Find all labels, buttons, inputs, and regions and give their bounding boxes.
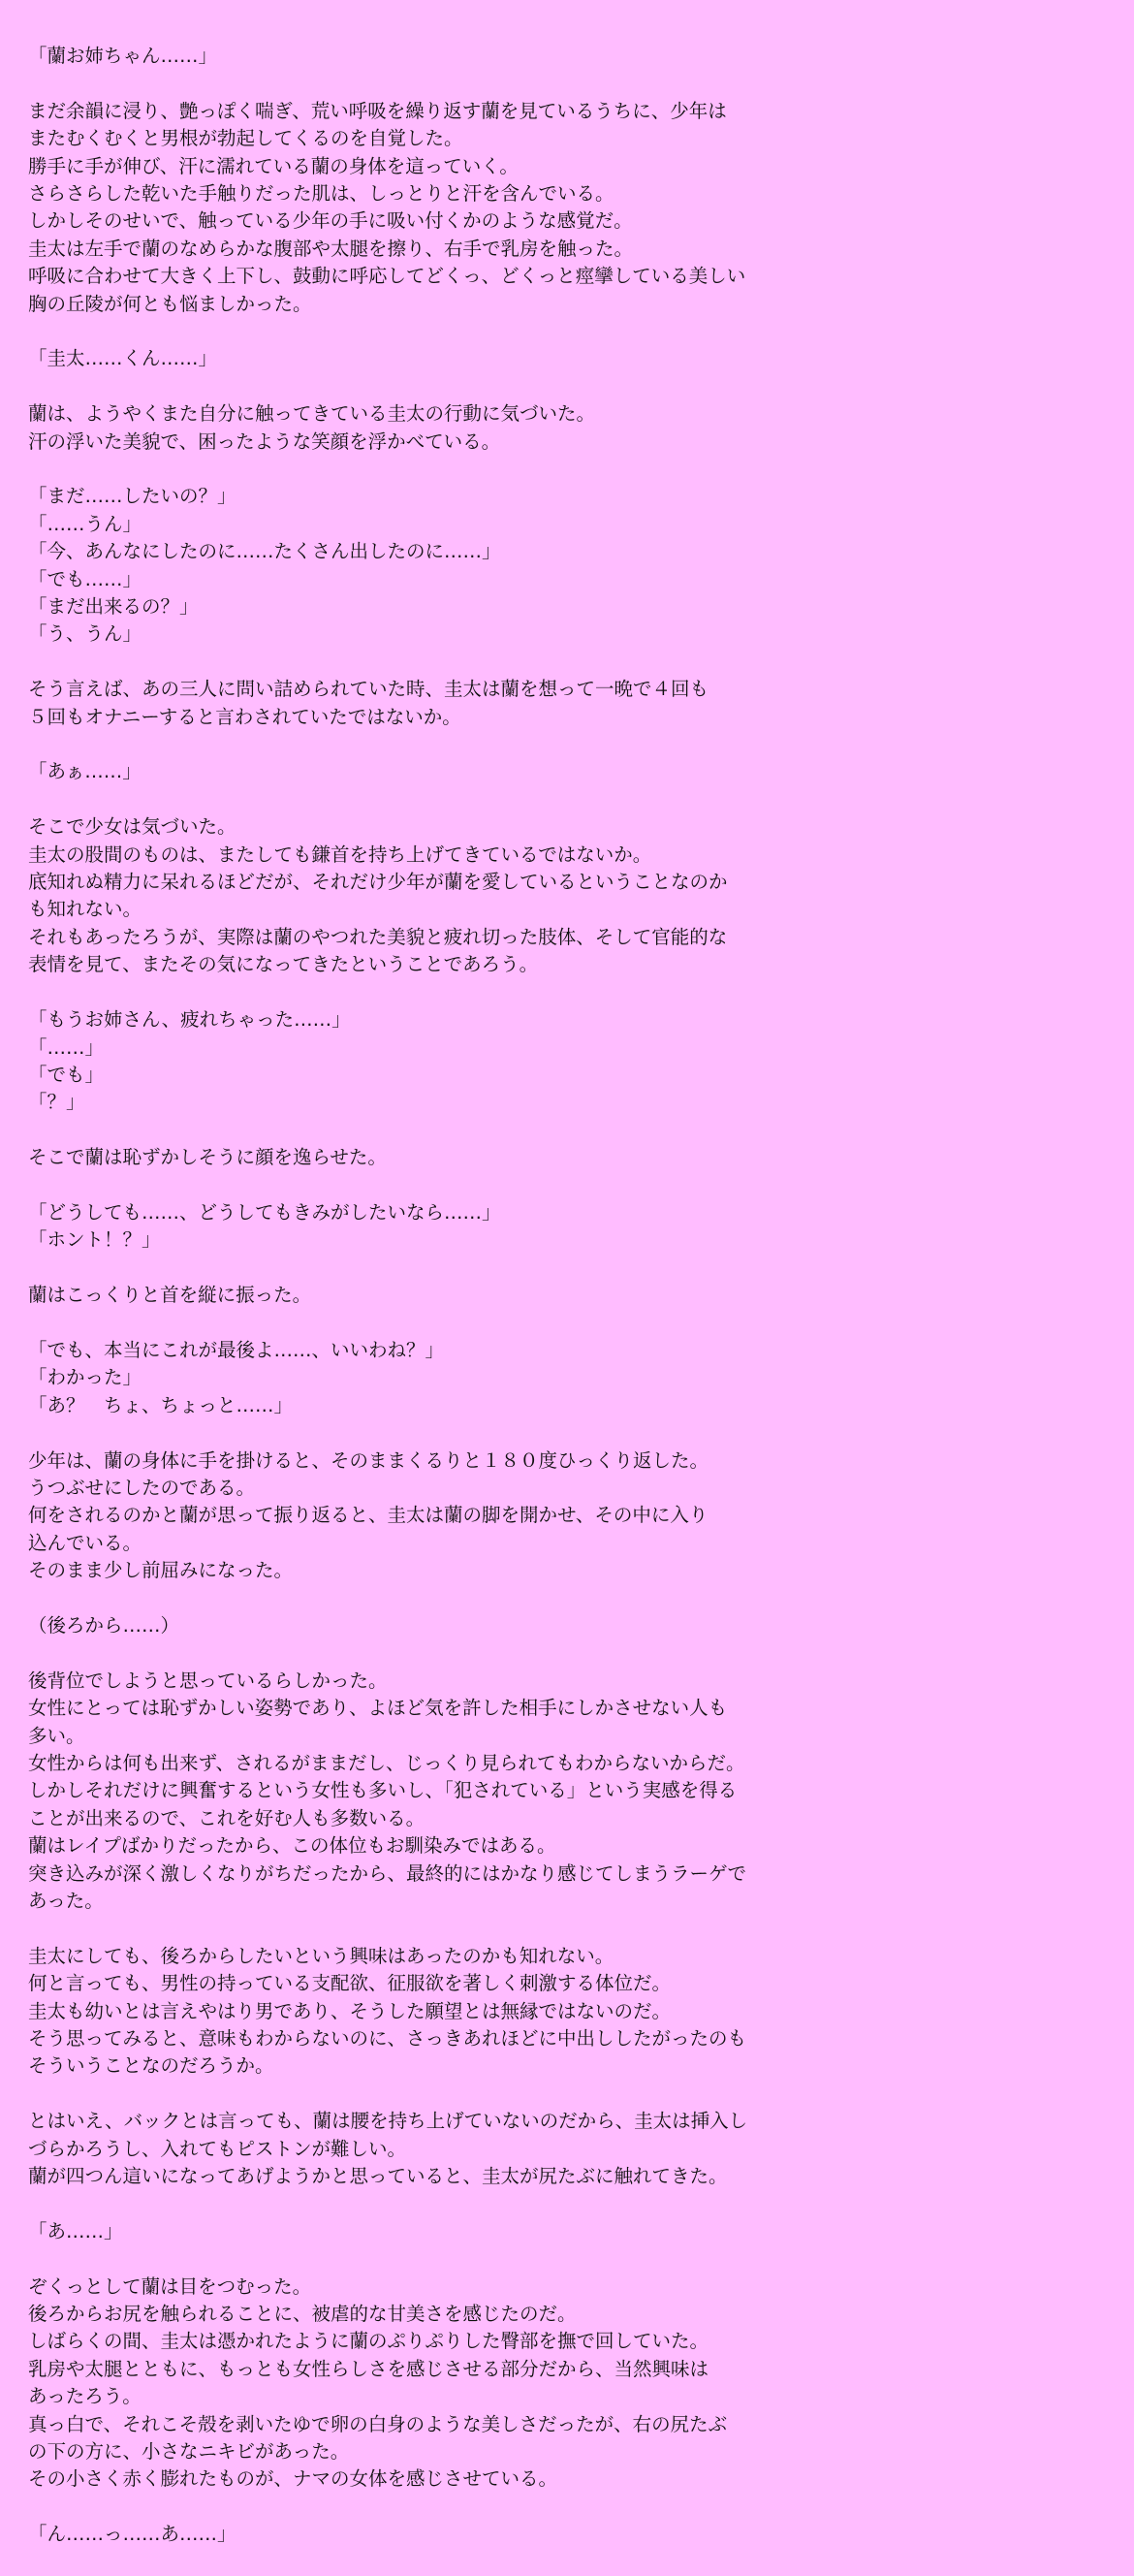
story-paragraph xyxy=(28,1199,1104,1255)
text-line: しかしそのせいで、触っている少年の手に吸い付くかのような感覚だ。 xyxy=(28,209,633,233)
text-line: 込んでいる。 xyxy=(28,1531,142,1554)
story-paragraph xyxy=(28,2108,1104,2190)
text-line: うつぶせにしたのである。 xyxy=(28,1476,256,1499)
text-line: 圭太にしても、後ろからしたいという興味はあったのかも知れない。 xyxy=(28,1944,614,1967)
story-paragraph xyxy=(28,400,1104,456)
text-line: 多い。 xyxy=(28,1724,85,1747)
text-line: 「？」 xyxy=(28,1091,85,1114)
text-line: そこで少女は気づいた。 xyxy=(28,815,236,839)
story-paragraph xyxy=(28,43,1104,70)
text-line: 「……」 xyxy=(28,1035,105,1059)
text-line: 「でも、本当にこれが最後よ……、いいわね？」 xyxy=(28,1338,445,1361)
text-line: 「今、あんなにしたのに……たくさん出したのに……」 xyxy=(28,540,501,563)
text-line: 「圭太……くん……」 xyxy=(28,347,218,370)
text-line: 蘭はこっくりと首を縦に振った。 xyxy=(28,1284,312,1307)
story-paragraph xyxy=(28,676,1104,731)
story-paragraph xyxy=(28,1144,1104,1171)
text-line: 「……うん」 xyxy=(28,512,142,535)
story-paragraph xyxy=(28,2274,1104,2494)
text-line: 何と言っても、男性の持っている支配欲、征服欲を著しく刺激する体位だ。 xyxy=(28,1972,672,1995)
text-line: 突き込みが深く激しくなりがちだったから、最終的にはかなり感じてしまうラーゲで xyxy=(28,1861,747,1885)
text-line: まだ余韻に浸り、艶っぽく喘ぎ、荒い呼吸を繰り返す蘭を見ているうちに、少年は xyxy=(28,99,727,122)
text-line: 蘭はレイプばかりだったから、この体位もお馴染みではある。 xyxy=(28,1834,556,1858)
text-line: 「う、うん」 xyxy=(28,622,142,646)
text-line: とはいえ、バックとは言っても、蘭は腰を持ち上げていないのだから、圭太は挿入し xyxy=(28,2110,748,2133)
story-paragraph xyxy=(28,483,1104,648)
text-line: 「ん……っ……あ……」 xyxy=(28,2523,236,2546)
story-paragraph xyxy=(28,2521,1104,2548)
story-paragraph xyxy=(28,98,1104,318)
text-line: そこで蘭は恥ずかしそうに顔を逸らせた。 xyxy=(28,1146,387,1169)
text-line: 乳房や太腿とともに、もっとも女性らしさを感じさせる部分だから、当然興味は xyxy=(28,2357,709,2380)
text-line: 勝手に手が伸び、汗に濡れている蘭の身体を這っていく。 xyxy=(28,154,519,177)
text-line: 「まだ出来るの？」 xyxy=(28,595,199,619)
text-line: 少年は、蘭の身体に手を掛けると、そのままくるりと１８０度ひっくり返した。 xyxy=(28,1448,709,1472)
story-paragraph xyxy=(28,1943,1104,2081)
text-line: それもあったろうが、実際は蘭のやつれた美貌と疲れ切った肢体、そして官能的な xyxy=(28,925,728,948)
text-line: あったろう。 xyxy=(28,2385,142,2408)
text-line: も知れない。 xyxy=(28,898,142,921)
text-line: 底知れぬ精力に呆れるほどだが、それだけ少年が蘭を愛しているということなのか xyxy=(28,871,728,894)
text-line: 「あぁ……」 xyxy=(28,760,142,783)
text-line: 「もうお姉さん、疲れちゃった……」 xyxy=(28,1008,351,1032)
text-line: そういうことなのだろうか。 xyxy=(28,2054,274,2078)
text-line: 「あ？ ちょ、ちょっと……」 xyxy=(28,1393,294,1416)
text-line: 何をされるのかと蘭が思って振り返ると、圭太は蘭の脚を開かせ、その中に入り xyxy=(28,1504,709,1527)
text-line: そう思ってみると、意味もわからないのに、さっきあれほどに中出ししたがったのも xyxy=(28,2027,747,2050)
text-line: 圭太の股間のものは、またしても鎌首を持ち上げてきているではないか。 xyxy=(28,843,652,866)
text-line: 蘭が四つん這いになってあげようかと思っていると、圭太が尻たぶに触れてきた。 xyxy=(28,2165,728,2188)
text-line: 胸の丘陵が何とも悩ましかった。 xyxy=(28,292,312,315)
text-line: 後背位でしようと思っているらしかった。 xyxy=(28,1669,388,1692)
text-line: 真っ白で、それこそ殻を剥いたゆで卵の白身のような美しさだったが、右の尻たぶ xyxy=(28,2412,728,2435)
text-line: その小さく赤く膨れたものが、ナマの女体を感じさせている。 xyxy=(28,2467,558,2491)
text-line: しばらくの間、圭太は憑かれたように蘭のぷりぷりした臀部を撫で回していた。 xyxy=(28,2330,709,2353)
story-paragraph xyxy=(28,758,1104,785)
text-line: そのまま少し前屈みになった。 xyxy=(28,1559,294,1582)
text-line: 「ホント！？」 xyxy=(28,1228,161,1252)
text-line: 後ろからお尻を触られることに、被虐的な甘美さを感じたのだ。 xyxy=(28,2303,577,2326)
text-line: 呼吸に合わせて大きく上下し、鼓動に呼応してどくっ、どくっと痙攣している美しい xyxy=(28,265,746,288)
story-paragraph xyxy=(28,1668,1104,1916)
text-line: 「わかった」 xyxy=(28,1366,142,1389)
text-line: あった。 xyxy=(28,1889,104,1912)
story-paragraph xyxy=(28,813,1104,978)
story-paragraph xyxy=(28,1612,1104,1639)
text-line: 「まだ……したいの？」 xyxy=(28,485,236,508)
text-line: しかしそれだけに興奮するという女性も多いし、「犯されている」という実感を得る xyxy=(28,1779,738,1802)
text-line: づらかろうし、入れてもピストンが難しい。 xyxy=(28,2137,407,2160)
text-line: 「でも」 xyxy=(28,1063,105,1086)
text-line: 蘭は、ようやくまた自分に触ってきている圭太の行動に気づいた。 xyxy=(28,402,596,426)
text-line: 圭太も幼いとは言えやはり男であり、そうした願望とは無縁ではないのだ。 xyxy=(28,1999,672,2022)
story-paragraph xyxy=(28,1006,1104,1117)
text-line: （後ろから……） xyxy=(28,1613,180,1637)
text-line: ことが出来るので、これを好む人も多数いる。 xyxy=(28,1806,425,1829)
story-paragraph xyxy=(28,1337,1104,1419)
text-line: またむくむくと男根が勃起してくるのを自覚した。 xyxy=(28,127,463,150)
text-line: 「蘭お姉ちゃん……」 xyxy=(28,45,218,67)
story-paragraph xyxy=(28,1447,1104,1585)
text-line: ぞくっとして蘭は目をつむった。 xyxy=(28,2274,312,2298)
text-line: の下の方に、小さなニキビがあった。 xyxy=(28,2440,350,2464)
text-line: そう言えば、あの三人に問い詰められていた時、圭太は蘭を想って一晩で４回も xyxy=(28,678,709,701)
text-line: 汗の浮いた美貌で、困ったような笑顔を浮かべている。 xyxy=(28,429,501,453)
story-paragraph xyxy=(28,2218,1104,2245)
story-paragraph xyxy=(28,345,1104,372)
text-line: 「どうしても……、どうしてもきみがしたいなら……」 xyxy=(28,1200,501,1224)
text-line: 女性にとっては恥ずかしい姿勢であり、よほど気を許した相手にしかさせない人も xyxy=(28,1697,728,1720)
text-line: 「でも……」 xyxy=(28,567,142,590)
text-line: 女性からは何も出来ず、されるがままだし、じっくり見られてもわからないからだ。 xyxy=(28,1751,745,1774)
text-line: 表情を見て、またその気になってきたということであろう。 xyxy=(28,953,539,976)
text-line: 圭太は左手で蘭のなめらかな腹部や太腿を擦り、右手で乳房を触った。 xyxy=(28,237,634,260)
text-line: 「あ……」 xyxy=(28,2219,123,2242)
text-line: さらさらした乾いた手触りだった肌は、しっとりと汗を含んでいる。 xyxy=(28,182,614,206)
text-line: ５回もオナニーすると言わされていたではないか。 xyxy=(28,705,461,728)
story-page xyxy=(28,43,1104,2576)
story-paragraph xyxy=(28,1282,1104,1309)
